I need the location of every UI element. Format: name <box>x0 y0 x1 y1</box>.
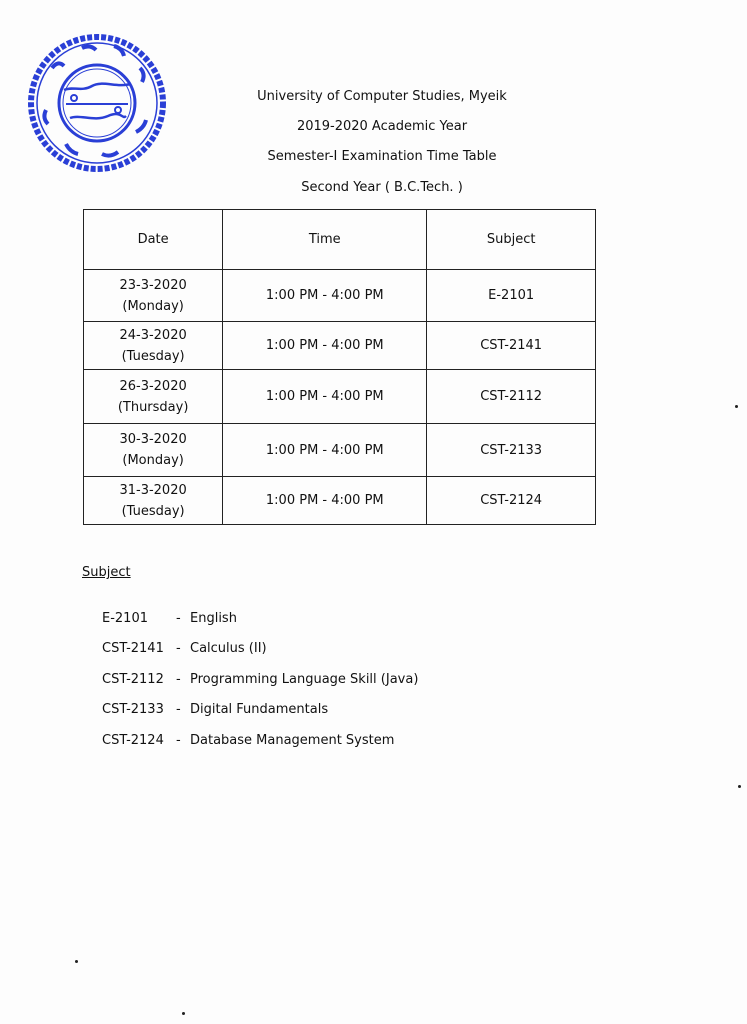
scan-speck <box>182 1012 185 1015</box>
list-item <box>102 634 418 665</box>
subject-name: English <box>190 610 237 626</box>
date-cell <box>84 370 223 424</box>
exam-date: 31-3-2020 <box>119 482 187 498</box>
time-cell: 1:00 PM - 4:00 PM <box>223 322 427 370</box>
exam-day: (Monday) <box>122 298 184 314</box>
date-cell <box>84 477 223 525</box>
subject-cell: E-2101 <box>427 270 596 322</box>
separator: - <box>176 702 181 718</box>
exam-timetable <box>83 209 596 525</box>
exam-date: 30-3-2020 <box>119 432 187 447</box>
scan-speck <box>75 960 78 963</box>
subject-legend <box>102 603 418 756</box>
academic-year: 2019-2020 Academic Year <box>296 119 468 134</box>
table-row <box>84 322 596 370</box>
separator: - <box>176 641 181 657</box>
list-item <box>102 603 418 634</box>
subject-code: CST-2141 <box>102 641 164 657</box>
subject-code: E-2101 <box>102 610 148 626</box>
exam-day: (Tuesday) <box>121 348 185 364</box>
subject-name: Programming Language Skill (Java) <box>190 671 419 687</box>
time-cell: 1:00 PM - 4:00 PM <box>223 370 427 424</box>
class-year: Second Year ( B.C.Tech. ) <box>301 180 463 195</box>
list-item <box>102 725 418 756</box>
separator: - <box>176 671 181 687</box>
scan-speck <box>735 405 738 408</box>
header-time: Time <box>223 210 427 270</box>
subject-code: CST-2124 <box>102 732 164 748</box>
date-cell <box>84 270 223 322</box>
subject-legend-title: Subject <box>82 565 131 580</box>
subject-cell: CST-2141 <box>427 322 596 370</box>
exam-date: 26-3-2020 <box>119 378 187 394</box>
separator: - <box>176 610 181 626</box>
exam-title: Semester-I Examination Time Table <box>267 149 497 164</box>
header-date: Date <box>84 210 223 270</box>
table-row <box>84 477 596 525</box>
subject-code: CST-2112 <box>102 671 164 687</box>
subject-name: Database Management System <box>190 732 395 748</box>
separator: - <box>176 732 181 748</box>
date-cell <box>84 322 223 370</box>
time-cell: 1:00 PM - 4:00 PM <box>223 424 427 477</box>
subject-code: CST-2133 <box>102 702 164 718</box>
university-seal-stamp <box>22 28 172 178</box>
time-cell: 1:00 PM - 4:00 PM <box>223 270 427 322</box>
subject-name: Calculus (II) <box>190 641 267 657</box>
list-item <box>102 664 418 695</box>
exam-day: (Monday) <box>122 453 184 468</box>
table-header-row <box>84 210 596 270</box>
date-cell <box>84 424 223 477</box>
scan-speck <box>738 785 741 788</box>
exam-day: (Tuesday) <box>121 503 185 519</box>
exam-day: (Thursday) <box>117 399 189 415</box>
header-subject: Subject <box>427 210 596 270</box>
subject-cell: CST-2112 <box>427 370 596 424</box>
university-name: University of Computer Studies, Myeik <box>257 89 507 104</box>
subject-name: Digital Fundamentals <box>190 702 329 718</box>
table-row <box>84 370 596 424</box>
subject-cell: CST-2133 <box>427 424 596 477</box>
table-row <box>84 424 596 477</box>
table-row <box>84 270 596 322</box>
list-item <box>102 695 418 726</box>
exam-date: 23-3-2020 <box>119 277 187 293</box>
time-cell: 1:00 PM - 4:00 PM <box>223 477 427 525</box>
subject-cell: CST-2124 <box>427 477 596 525</box>
exam-date: 24-3-2020 <box>119 327 187 343</box>
